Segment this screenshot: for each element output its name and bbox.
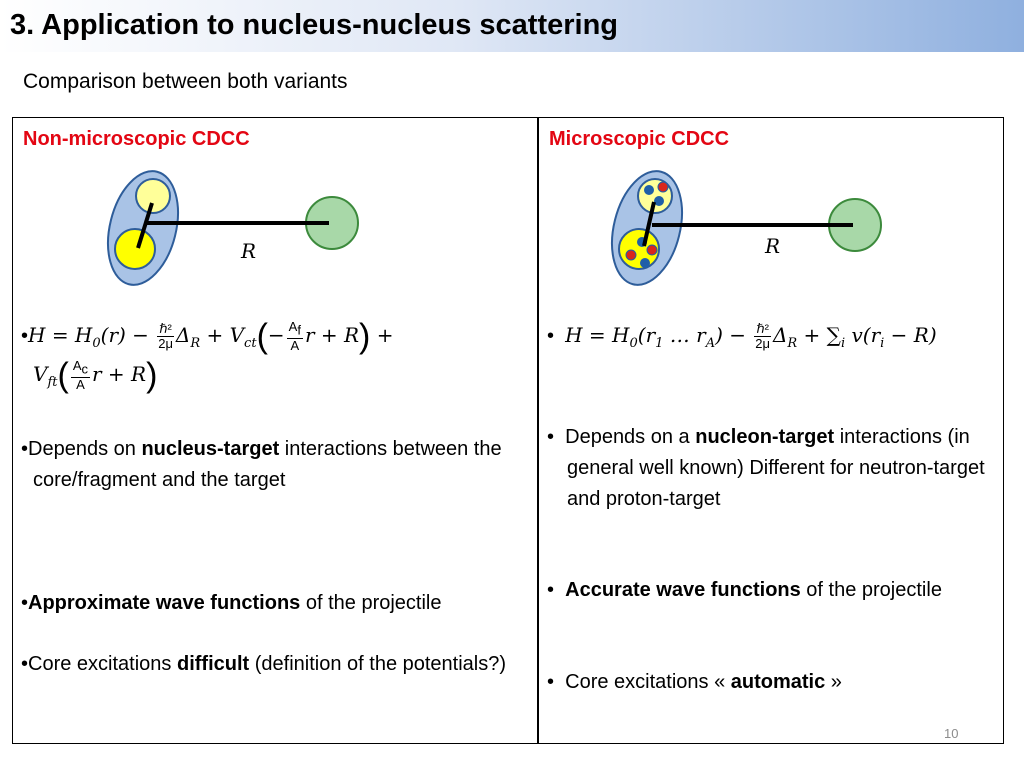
left-heading: Non-microscopic CDCC (23, 128, 250, 150)
right-core-bullet: • Core excitations « automatic » (547, 671, 842, 693)
neutron (644, 185, 654, 195)
right-cluster-diagram (599, 170, 889, 290)
comparison-table (12, 117, 1004, 744)
neutron (640, 258, 650, 268)
left-core-bullet: •Core excitations difficult (definition of the potentials?) (21, 653, 507, 675)
bullet-dot: • (547, 325, 566, 347)
left-cluster-diagram (101, 170, 371, 290)
page-number: 10 (944, 726, 959, 741)
left-interactions-bullet: •Depends on nucleus-target interactions between the core/fragment and the target (21, 438, 502, 491)
fragment-light (136, 179, 170, 213)
proton (658, 182, 668, 192)
proton (647, 245, 657, 255)
slide-title: 3. Application to nucleus-nucleus scattering (10, 9, 619, 41)
right-R-label: R (765, 234, 781, 258)
title-bar (0, 0, 1024, 52)
right-wave-bullet: • Accurate wave functions of the projectile (547, 579, 942, 601)
slide-subtitle: Comparison between both variants (23, 70, 348, 93)
left-wave-bullet: •Approximate wave functions of the projectile (21, 592, 442, 614)
neutron (654, 196, 664, 206)
left-column (13, 118, 537, 743)
left-R-label: R (241, 239, 257, 263)
right-heading: Microscopic CDCC (549, 128, 730, 150)
right-interactions-bullet: • Depends on a nucleon-target interactions (in general well known) Different for neutron-target and proton-target (547, 426, 985, 510)
core-yellow (115, 229, 155, 269)
proton (626, 250, 636, 260)
right-hamiltonian-bullet: • $H = H_0(r_1$ … $r_A$) − $\frac{\text{ℏ²}}{2\mu}$ $\Delta_R + \sum_i$ $v(r_i - R)$ (547, 321, 937, 352)
right-column (539, 118, 1003, 743)
bullet-dot: • (21, 325, 29, 347)
left-hamiltonian-bullet: •H = $H_0(r)$ − $\frac{\text{ℏ²}}{2\mu}$ $\Delta_R + V_{ct}(-$ $\frac{A_f}{A}$ r + R) + $V_{ft}$( $\frac{A_c}{A}$ r + R) (21, 317, 394, 395)
